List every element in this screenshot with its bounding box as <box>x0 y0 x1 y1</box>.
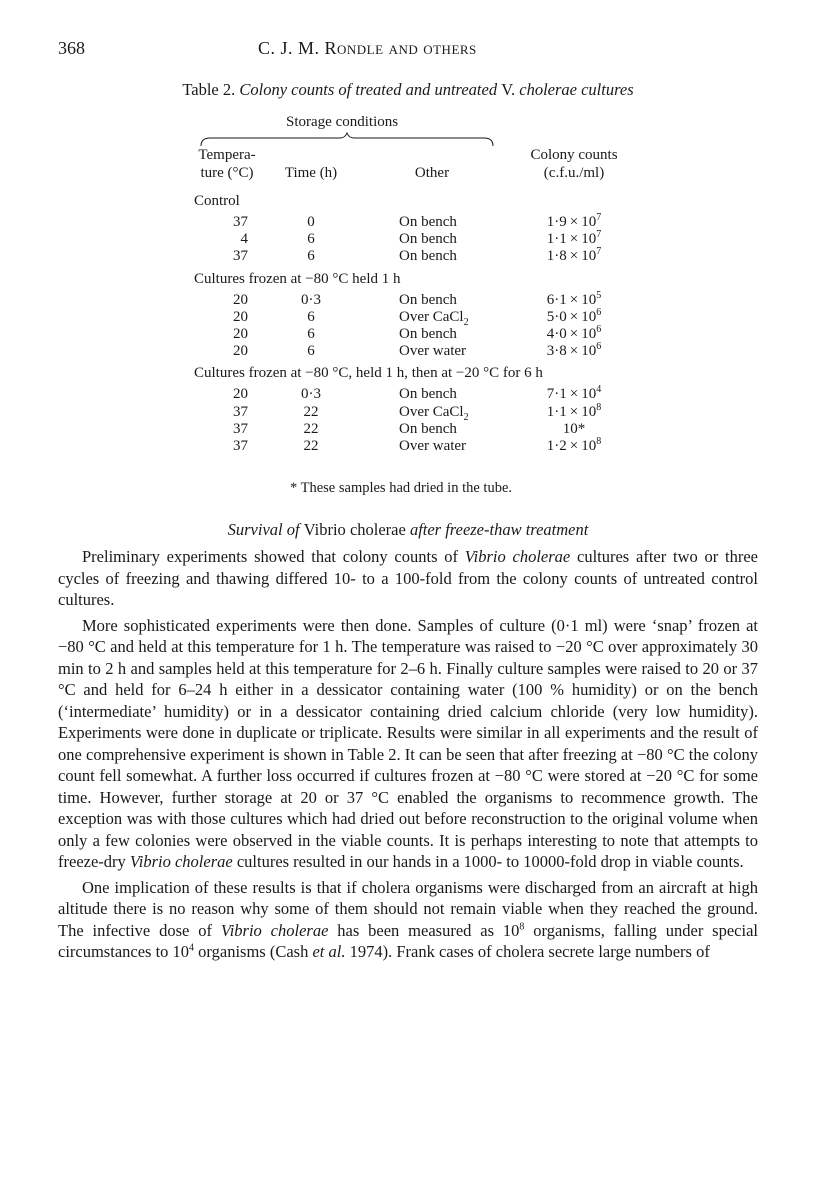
column-header-counts-line2: (c.f.u./ml) <box>543 165 605 181</box>
cell-time: 0·3 <box>301 291 321 308</box>
page-number: 368 <box>58 38 85 58</box>
cell-count-base: 10 <box>581 248 597 265</box>
cell-colony-count <box>524 248 624 265</box>
cell-other-text: Over water <box>399 343 467 360</box>
table-row <box>194 306 634 328</box>
cell-other-text: Over water <box>399 437 467 454</box>
cell-other <box>399 248 519 265</box>
p1-species: Vibrio cholerae <box>464 547 571 566</box>
cell-count-times: × <box>569 231 579 248</box>
table-row <box>194 343 634 360</box>
cell-temperature: 37 <box>233 403 248 420</box>
section-title-genus: Vibrio <box>303 520 346 539</box>
table-section-title: Cultures frozen at −80 °C held 1 h <box>194 270 401 287</box>
cell-count-times: × <box>569 291 579 308</box>
cell-colony-count <box>524 435 624 455</box>
cell-count-mantissa: 7·1 <box>546 386 567 403</box>
cell-other <box>399 214 519 231</box>
cell-colony-count <box>524 306 624 326</box>
table-row <box>194 386 634 403</box>
cell-count-mantissa: 1·1 <box>546 403 567 420</box>
cell-other-text: On bench <box>399 386 457 403</box>
p3-et-al: et al. <box>312 942 346 961</box>
column-header-colony-counts <box>510 146 638 182</box>
section-title-species: cholerae <box>345 520 406 539</box>
table-row <box>194 323 634 343</box>
cell-count-times: × <box>569 214 579 230</box>
cell-count-base: 10 <box>581 231 597 248</box>
table-row <box>194 421 634 438</box>
table-title-part: Colony counts of treated and untreated <box>235 80 502 99</box>
cell-time: 6 <box>307 231 315 248</box>
cell-colony-count <box>524 214 624 231</box>
column-header-other: Other <box>414 165 450 181</box>
cell-other-subscript: 2 <box>463 316 469 328</box>
section-title-part-d: after freeze-thaw treatment <box>405 520 589 539</box>
cell-other <box>399 231 519 248</box>
running-head: C. J. M. Rondle and others <box>258 38 477 58</box>
p2-text-a: More sophisticated experiments were then done. Samples of culture (0·1 ml) were ‘snap’ frozen at −80 °C and held at this temperature for 1 h. The temperature was raised to −20 °C over approximately 30 min to 2 h and samples held at this temperature for 2–6 h. Finally culture samples were raised to 20 or 37 °C and held for 6–24 h either in a dessicator containing water (100 % humidity) or on the bench (‘intermediate’ humidity) or in a dessicator containing dried calcium chloride (very low humidity). Experiments were done in duplicate or triplicate. Results were similar in all experiments and the result of one comprehensive experiment is shown in Table 2. It can be seen that after freezing at −80 °C the colony count fell somewhat. A further loss occurred if cultures frozen at −80 °C were stored at −20 °C for some time. However, further storage at 20 or 37 °C enabled the organisms to recommence growth. The exception was with those cultures which had dried out before reconstruction to the original volume when only a few colonies were observed in the viable counts. It is perhaps interesting to note that attempts to freeze-dry <box>58 615 758 871</box>
p3-text-c: organisms, falling under special circumstances to 10 <box>58 920 758 961</box>
column-header-temperature-line2: ture (°C) <box>200 165 254 181</box>
cell-other <box>399 292 519 309</box>
cell-count-mantissa: 1·1 <box>546 231 567 248</box>
storage-conditions-header: Storage conditions <box>286 114 399 130</box>
table-caption <box>0 80 816 100</box>
cell-count-base: 10 <box>581 325 597 342</box>
paragraph-1 <box>58 546 758 611</box>
cell-other-subscript: 2 <box>463 411 469 423</box>
p3-exponent-1: 8 <box>519 921 525 932</box>
table-title-genus: V. <box>501 80 516 99</box>
cell-count-times: × <box>569 403 579 420</box>
cell-count-base: 10 <box>581 403 597 420</box>
cell-count-base: 10 <box>581 291 597 308</box>
cell-count-times: × <box>569 325 579 342</box>
table-row <box>194 401 634 423</box>
p1-text-a: Preliminary experiments showed that colony counts of <box>82 547 465 566</box>
table-footnote: * These samples had dried in the tube. <box>290 480 513 496</box>
cell-count-mantissa: 1·8 <box>546 248 567 265</box>
cell-count-exponent: 5 <box>596 289 602 301</box>
cell-other-text: On bench <box>399 420 457 437</box>
cell-time: 6 <box>307 343 315 360</box>
paragraph-2 <box>58 615 758 873</box>
table-section-title: Control <box>194 193 240 209</box>
p3-text-e: 1974). Frank cases of cholera secrete large numbers of <box>345 942 710 961</box>
cell-colony-count <box>524 343 624 360</box>
cell-count-base: 10 <box>581 214 597 230</box>
cell-temperature: 37 <box>233 214 248 230</box>
cell-count-mantissa: 3·8 <box>546 343 567 360</box>
column-header-temperature-line1: Tempera- <box>198 147 256 163</box>
cell-temperature: 37 <box>233 420 248 437</box>
cell-temperature: 20 <box>233 343 248 360</box>
table-title-end: cultures <box>576 80 634 99</box>
cell-other <box>399 386 519 403</box>
table-row <box>194 289 634 309</box>
p2-species: Vibrio cholerae <box>129 852 233 871</box>
cell-temperature: 20 <box>233 291 248 308</box>
cell-temperature: 4 <box>240 231 248 248</box>
cell-temperature: 20 <box>233 325 248 342</box>
p3-exponent-2: 4 <box>189 942 195 954</box>
cell-other <box>399 404 519 421</box>
cell-time: 22 <box>303 403 319 420</box>
cell-other-text: On bench <box>399 291 457 308</box>
column-header-time: Time (h) <box>284 165 338 181</box>
cell-temperature: 37 <box>233 437 248 454</box>
cell-colony-count <box>524 421 624 438</box>
page-header <box>58 38 758 62</box>
cell-count-exponent: 8 <box>596 401 602 413</box>
paragraph-3 <box>58 877 758 963</box>
cell-count-exponent: 7 <box>596 246 602 258</box>
section-title-part-a: Survival of <box>227 520 304 539</box>
table-section-title: Cultures frozen at −80 °C, held 1 h, then at −20 °C for 6 h <box>194 365 543 382</box>
cell-other <box>399 421 519 438</box>
cell-count-times: × <box>569 248 579 265</box>
cell-count-mantissa: 6·1 <box>546 291 567 308</box>
cell-time: 0·3 <box>301 386 321 403</box>
cell-other-text: Over CaCl <box>399 403 464 420</box>
cell-colony-count <box>524 323 624 343</box>
p3-text-b: has been measured as 10 <box>328 920 520 940</box>
column-header-temperature <box>194 146 260 182</box>
table-row <box>194 214 634 231</box>
cell-count-exponent: 7 <box>596 212 602 223</box>
table-row <box>194 231 634 248</box>
cell-count-exponent: 4 <box>596 384 602 396</box>
cell-count-exponent: 6 <box>596 306 602 318</box>
cell-other-text: On bench <box>399 214 457 230</box>
cell-temperature: 20 <box>233 386 248 403</box>
cell-colony-count <box>524 231 624 248</box>
cell-count-mantissa: 1·2 <box>546 437 567 454</box>
cell-colony-count <box>524 289 624 309</box>
cell-count-times: × <box>569 437 579 454</box>
cell-other-text: On bench <box>399 325 457 342</box>
cell-time: 6 <box>307 248 315 265</box>
cell-colony-count <box>524 401 624 421</box>
body-text <box>58 546 758 963</box>
p3-text-d: organisms (Cash <box>194 942 313 961</box>
cell-count-base: 10 <box>581 437 597 454</box>
cell-time: 22 <box>303 420 319 437</box>
cell-count-text: 10* <box>562 420 586 437</box>
table-body <box>194 188 634 455</box>
cell-count-mantissa: 5·0 <box>546 308 567 325</box>
cell-count-exponent: 7 <box>596 229 602 241</box>
p3-text-a: One implication of these results is that if cholera organisms were discharged from an aircraft at high altitude there is no reason why some of them should not remain viable when they reached the ground. The infective dose of <box>58 877 758 940</box>
table-label: Table 2. <box>182 80 236 99</box>
cell-time: 6 <box>307 308 315 325</box>
p2-text-b: cultures resulted in our hands in a 1000- to 10000-fold drop in viable counts. <box>232 852 744 871</box>
cell-other <box>399 438 519 455</box>
p1-text-b: cultures after two or three cycles of freezing and thawing differed 10- to a 100-fold from the colony counts of untreated control cultures. <box>58 547 758 609</box>
cell-count-base: 10 <box>581 343 597 360</box>
cell-count-exponent: 8 <box>596 435 602 447</box>
cell-other <box>399 326 519 343</box>
cell-colony-count <box>524 386 624 403</box>
cell-count-mantissa: 1·9 <box>546 214 567 230</box>
table-row <box>194 435 634 455</box>
cell-count-times: × <box>569 343 579 360</box>
table-title-species: cholerae <box>515 80 577 99</box>
cell-other-text: On bench <box>399 231 457 248</box>
cell-time: 6 <box>307 325 315 342</box>
p3-species: Vibrio cholerae <box>220 920 329 940</box>
cell-count-exponent: 6 <box>596 341 602 353</box>
cell-count-times: × <box>569 308 579 325</box>
cell-count-base: 10 <box>581 308 597 325</box>
cell-other-text: On bench <box>399 248 457 265</box>
column-header-counts-line1: Colony counts <box>530 147 618 163</box>
cell-time: 22 <box>303 437 319 454</box>
cell-time: 0 <box>307 214 315 230</box>
cell-other <box>399 309 519 326</box>
cell-temperature: 37 <box>233 248 248 265</box>
cell-count-exponent: 6 <box>596 323 602 335</box>
section-title <box>0 520 816 540</box>
table-row <box>194 248 634 265</box>
cell-other-text: Over CaCl <box>399 308 464 325</box>
cell-temperature: 20 <box>233 308 248 325</box>
cell-count-times: × <box>569 386 579 403</box>
cell-count-mantissa: 4·0 <box>546 325 567 342</box>
cell-count-base: 10 <box>581 386 597 403</box>
cell-other <box>399 343 519 360</box>
